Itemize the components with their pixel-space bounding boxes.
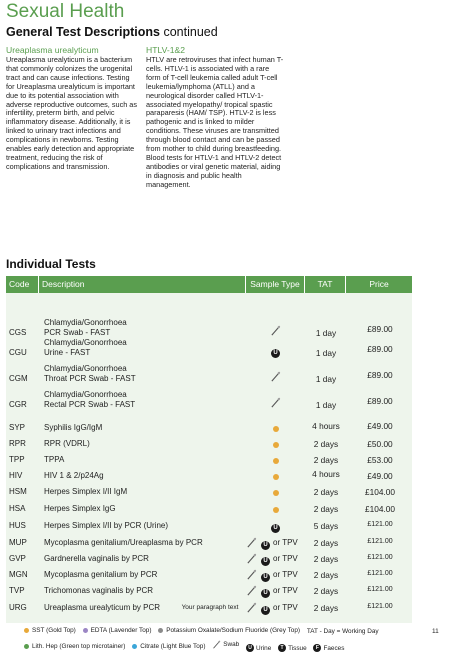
row-tat: 2 days bbox=[313, 439, 339, 449]
row-tat: 2 days bbox=[313, 504, 339, 514]
potassium-dot-icon bbox=[158, 628, 163, 633]
legend-urine bbox=[246, 644, 271, 652]
legend-label: Potassium Oxalate/Sodium Fluoride (Grey Top) bbox=[166, 627, 301, 634]
row-description bbox=[44, 364, 244, 383]
or-tpv-label: or TPV bbox=[273, 570, 298, 579]
row-tat: 1 day bbox=[315, 374, 337, 384]
row-code: SYP bbox=[9, 423, 26, 432]
legend-tat-note: TAT - Day = Working Day bbox=[306, 628, 379, 635]
row-price: £121.00 bbox=[367, 586, 393, 593]
row-description bbox=[44, 338, 244, 357]
urine-icon bbox=[261, 555, 270, 566]
table-row bbox=[6, 318, 412, 338]
swab-icon bbox=[270, 397, 281, 410]
row-code: HIV bbox=[9, 471, 23, 480]
row-description-line: Mycoplasma genitalium by PCR bbox=[44, 570, 158, 579]
row-code: CGS bbox=[9, 328, 27, 337]
row-code: CGM bbox=[9, 374, 28, 383]
row-sample-type bbox=[242, 423, 306, 435]
swab-icon bbox=[270, 371, 281, 384]
table-row bbox=[6, 455, 412, 469]
or-tpv-label: or TPV bbox=[273, 538, 298, 547]
caption: Your paragraph text bbox=[181, 604, 239, 611]
row-description bbox=[44, 439, 244, 449]
row-description bbox=[44, 423, 244, 433]
row-sample-type bbox=[242, 554, 306, 566]
row-description-line: Rectal PCR Swab - FAST bbox=[44, 399, 136, 409]
row-description bbox=[44, 390, 244, 409]
row-code: GVP bbox=[9, 554, 26, 563]
row-code: MGN bbox=[9, 570, 28, 579]
row-tat: 2 days bbox=[313, 538, 339, 548]
row-tat: 4 hours bbox=[312, 421, 340, 431]
sst-dot-icon bbox=[273, 473, 279, 482]
row-code: CGU bbox=[9, 348, 27, 357]
urine-badge: U bbox=[261, 573, 270, 582]
swab-icon bbox=[212, 640, 221, 649]
row-sample-type bbox=[242, 326, 306, 338]
or-tpv-label: or TPV bbox=[273, 554, 298, 563]
table-row bbox=[6, 487, 412, 501]
row-description-line: Urine - FAST bbox=[44, 347, 91, 357]
table-header bbox=[6, 276, 412, 293]
row-price: £89.00 bbox=[367, 396, 393, 406]
header-tat: TAT bbox=[305, 276, 346, 293]
urine-icon bbox=[271, 522, 280, 533]
row-price: £104.00 bbox=[365, 487, 395, 497]
row-code: RPR bbox=[9, 439, 26, 448]
table-row bbox=[6, 423, 412, 437]
header-sample-type: Sample Type bbox=[246, 276, 305, 293]
sst-dot-icon bbox=[273, 506, 279, 515]
section-title bbox=[6, 25, 218, 39]
row-price: £49.00 bbox=[367, 471, 393, 481]
row-description-line: RPR (VDRL) bbox=[44, 439, 90, 448]
legend-potassium bbox=[158, 627, 300, 634]
row-price: £121.00 bbox=[367, 521, 393, 528]
row-description-line: Syphilis IgG/IgM bbox=[44, 423, 103, 432]
urine-badge: U bbox=[261, 541, 270, 550]
row-price: £104.00 bbox=[365, 504, 395, 514]
legend-row-2 bbox=[24, 640, 349, 652]
row-tat: 2 days bbox=[313, 603, 339, 613]
row-tat: 2 days bbox=[313, 570, 339, 580]
table-row bbox=[6, 521, 412, 535]
or-tpv-label: or TPV bbox=[273, 603, 298, 612]
legend-row-1 bbox=[24, 627, 384, 635]
row-description-line: Herpes Simplex I/II by PCR (Urine) bbox=[44, 521, 169, 530]
table-body bbox=[6, 293, 412, 623]
row-sample-type bbox=[242, 570, 306, 582]
citrate-dot-icon bbox=[132, 644, 137, 649]
or-tpv-label: or TPV bbox=[273, 586, 298, 595]
legend-label: Tissue bbox=[288, 644, 307, 652]
row-description bbox=[44, 471, 244, 481]
legend-label: Urine bbox=[256, 644, 272, 652]
section-title-bold: General Test Descriptions bbox=[6, 25, 160, 39]
urine-badge: U bbox=[261, 589, 270, 598]
urine-icon bbox=[261, 539, 270, 550]
sst-dot-icon bbox=[273, 441, 279, 450]
row-sample-type bbox=[242, 455, 306, 467]
legend-label: EDTA (Lavender Top) bbox=[90, 627, 152, 634]
urine-icon: U bbox=[246, 644, 254, 652]
row-price: £49.00 bbox=[367, 421, 393, 431]
row-description-line: Chlamydia/Gonorrhoea bbox=[44, 338, 127, 347]
row-sample-type bbox=[242, 521, 306, 533]
row-price: £50.00 bbox=[367, 439, 393, 449]
row-description-line: Mycoplasma genitalium/Ureaplasma by PCR bbox=[44, 538, 203, 547]
table-row bbox=[6, 586, 412, 600]
sst-dot-icon bbox=[273, 457, 279, 466]
row-sample-type bbox=[242, 346, 306, 358]
table-row bbox=[6, 338, 412, 358]
legend-lith bbox=[24, 643, 125, 650]
description-body: Ureaplasma urealyticum is a bacterium that commonly colonizes the urogenital tract and can cause infections. Testing for Ureaplasma urealyticum is important due to its potential association with adverse reproductive outcomes, such as infertility, preterm birth, and pelvic inflammatory disease. Additionally, it is linked to urinary tract infections and complications in newborns. Testing enables early detection and appropriate treatment, reducing the risk of complications and transmission. bbox=[6, 55, 138, 171]
row-sample-type bbox=[242, 504, 306, 516]
row-description bbox=[44, 487, 244, 497]
swab-icon bbox=[246, 585, 257, 598]
table-row bbox=[6, 390, 412, 410]
table-row bbox=[6, 471, 412, 485]
description-title: Ureaplasma urealyticum bbox=[6, 45, 99, 55]
row-description-line: Trichomonas vaginalis by PCR bbox=[44, 586, 154, 595]
legend-label: Swab bbox=[223, 641, 240, 648]
row-description-line: Chlamydia/Gonorrhoea bbox=[44, 318, 127, 327]
sst-dot-icon bbox=[273, 425, 279, 434]
table-row bbox=[6, 538, 412, 552]
row-price: £53.00 bbox=[367, 455, 393, 465]
legend-label: Lith. Hep (Green top microtainer) bbox=[32, 643, 126, 650]
row-code: CGR bbox=[9, 400, 27, 409]
row-tat: 2 days bbox=[313, 487, 339, 497]
swab-icon bbox=[246, 553, 257, 566]
legend-citrate bbox=[132, 643, 205, 650]
row-code: TPP bbox=[9, 455, 25, 464]
header-description: Description bbox=[39, 276, 246, 293]
row-sample-type bbox=[242, 372, 306, 384]
row-sample-type bbox=[242, 487, 306, 499]
sst-dot-icon bbox=[24, 628, 29, 633]
page-number: 11 bbox=[432, 628, 439, 635]
table-row bbox=[6, 364, 412, 384]
urine-badge: U bbox=[271, 349, 280, 358]
row-code: HUS bbox=[9, 521, 26, 530]
row-description-line: Chlamydia/Gonorrhoea bbox=[44, 390, 127, 399]
sst-dot-icon bbox=[273, 489, 279, 498]
row-tat: 1 day bbox=[315, 348, 337, 358]
legend-label: SST (Gold Top) bbox=[32, 627, 76, 634]
faeces-icon: F bbox=[313, 644, 321, 652]
tests-title: Individual Tests bbox=[6, 257, 96, 271]
row-description bbox=[44, 455, 244, 465]
row-code: HSM bbox=[9, 487, 27, 496]
row-price: £121.00 bbox=[367, 554, 393, 561]
row-sample-type bbox=[242, 398, 306, 410]
row-description bbox=[44, 570, 244, 580]
row-sample-type bbox=[242, 471, 306, 483]
urine-icon bbox=[261, 571, 270, 582]
description-ureaplasma bbox=[6, 45, 138, 172]
legend-faeces bbox=[313, 644, 344, 652]
urine-icon bbox=[261, 587, 270, 598]
row-description-line: HIV 1 & 2/p24Ag bbox=[44, 471, 104, 480]
tissue-icon: T bbox=[278, 644, 286, 652]
row-code: MUP bbox=[9, 538, 27, 547]
row-description bbox=[44, 554, 244, 564]
edta-dot-icon bbox=[83, 628, 88, 633]
row-description-line: PCR Swab - FAST bbox=[44, 327, 111, 337]
legend-sst bbox=[24, 627, 76, 634]
row-description bbox=[44, 538, 244, 548]
description-body: HTLV are retroviruses that infect human T-cells. HTLV-1 is associated with a rare form of T-cell leukemia called adult T-cell leukemia/lymphoma (ATLL) and a neurological disorder called HTLV-1-associated myelopathy/ tropical spastic paraparesis (HAM/ TSP). HTLV-2 is less pathogenic and is linked to milder conditions. These viruses are transmitted through blood contact and can be passed from mother to child during breastfeeding. Blood tests for HTLV-1 and HTLV-2 detect antibodies or viral genetic material, aiding in diagnosis and public health management. bbox=[146, 55, 284, 189]
table-row bbox=[6, 439, 412, 453]
page-title: Sexual Health bbox=[6, 1, 125, 22]
lith-dot-icon bbox=[24, 644, 29, 649]
row-tat: 1 day bbox=[315, 400, 337, 410]
swab-icon bbox=[246, 537, 257, 550]
table-row bbox=[6, 570, 412, 584]
row-price: £121.00 bbox=[367, 570, 393, 577]
row-tat: 2 days bbox=[313, 586, 339, 596]
row-description bbox=[44, 521, 244, 531]
row-description bbox=[44, 586, 244, 596]
legend-label: Citrate (Light Blue Top) bbox=[140, 643, 206, 650]
description-htlv bbox=[146, 45, 284, 190]
row-description-line: Herpes Simplex IgG bbox=[44, 504, 116, 513]
tests-table bbox=[6, 276, 412, 623]
row-sample-type bbox=[242, 439, 306, 451]
row-description-line: TPPA bbox=[44, 455, 65, 464]
swab-icon bbox=[270, 325, 281, 338]
row-price: £89.00 bbox=[367, 370, 393, 380]
table-row bbox=[6, 554, 412, 568]
row-description-line: Throat PCR Swab - FAST bbox=[44, 373, 136, 383]
row-code: TVP bbox=[9, 586, 25, 595]
row-description-line: Chlamydia/Gonorrhoea bbox=[44, 364, 127, 373]
header-code: Code bbox=[6, 276, 39, 293]
row-description-line: Ureaplasma urealyticum by PCR bbox=[44, 603, 161, 612]
row-tat: 4 hours bbox=[312, 469, 340, 479]
header-price: Price bbox=[369, 279, 389, 289]
row-price: £121.00 bbox=[367, 538, 393, 545]
row-description-line: Herpes Simplex I/II IgM bbox=[44, 487, 128, 496]
urine-badge: U bbox=[271, 524, 280, 533]
row-tat: 2 days bbox=[313, 455, 339, 465]
urine-badge: U bbox=[261, 557, 270, 566]
table-row bbox=[6, 504, 412, 518]
row-price: £121.00 bbox=[367, 603, 393, 610]
row-sample-type bbox=[242, 538, 306, 550]
row-description-line: Gardnerella vaginalis by PCR bbox=[44, 554, 149, 563]
row-sample-type bbox=[242, 586, 306, 598]
description-title: HTLV-1&2 bbox=[146, 45, 186, 55]
section-title-rest: continued bbox=[160, 25, 218, 39]
row-code: HSA bbox=[9, 504, 26, 513]
urine-icon bbox=[271, 347, 280, 358]
row-tat: 1 day bbox=[315, 328, 337, 338]
legend-swab bbox=[212, 640, 239, 649]
legend-edta bbox=[83, 627, 152, 634]
row-description bbox=[44, 318, 244, 337]
legend-tissue bbox=[278, 644, 307, 652]
urine-badge: U bbox=[261, 606, 270, 615]
swab-icon bbox=[246, 569, 257, 582]
row-price: £89.00 bbox=[367, 324, 393, 334]
row-price: £89.00 bbox=[367, 344, 393, 354]
row-tat: 2 days bbox=[313, 554, 339, 564]
row-code: URG bbox=[9, 603, 27, 612]
row-tat: 5 days bbox=[313, 521, 339, 531]
legend-label: Faeces bbox=[323, 644, 345, 652]
row-description bbox=[44, 504, 244, 514]
